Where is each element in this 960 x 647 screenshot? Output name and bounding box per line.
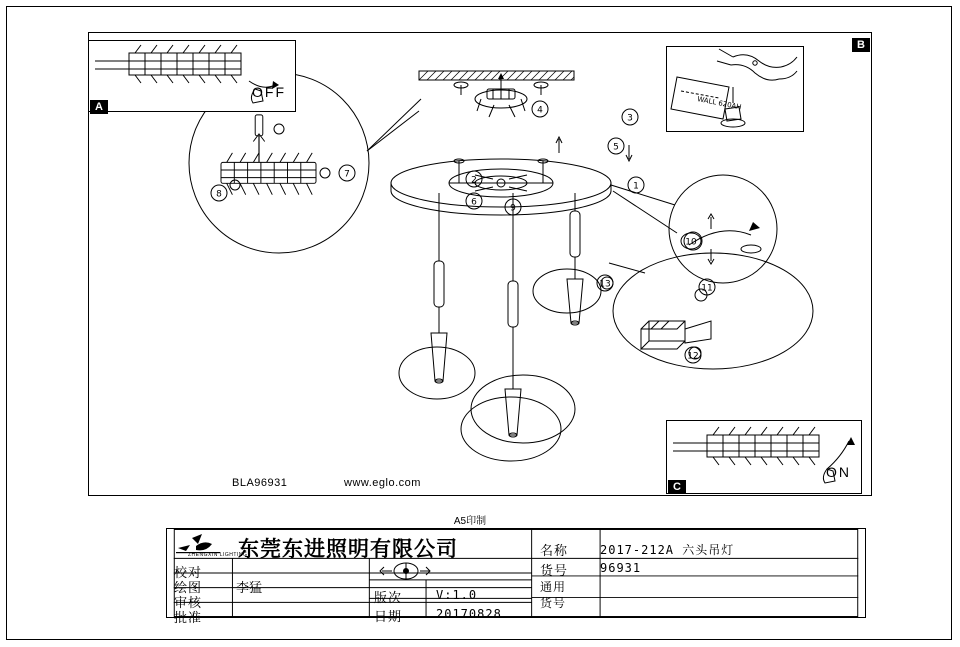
field-label-common-1: 通用 (540, 580, 567, 594)
row-label-approved: 批准 (174, 611, 203, 626)
svg-text:11: 11 (701, 283, 713, 294)
svg-text:4: 4 (537, 105, 543, 116)
row-label-checked: 审核 (174, 596, 203, 611)
svg-text:2: 2 (471, 175, 477, 186)
svg-text:1: 1 (633, 181, 639, 192)
switch-on-diagram (667, 421, 861, 493)
svg-text:8: 8 (216, 189, 222, 200)
product-code: BLA96931 (232, 477, 288, 489)
row-value-version: V:1.0 (436, 588, 478, 602)
company-name: 东莞东进照明有限公司 (238, 537, 458, 561)
panel-b-tools (666, 46, 804, 132)
row-label-date: 日期 (374, 610, 403, 625)
switch-off-label: OFF (252, 84, 286, 100)
logo-subtext: ZHENGXIN LIGHTING (188, 552, 248, 558)
field-label-name: 名称 (540, 544, 569, 559)
svg-text:9: 9 (510, 203, 516, 214)
panel-b-tag: B (852, 38, 870, 52)
svg-text:10: 10 (685, 237, 697, 248)
field-value-name: 2017-212A 六头吊灯 (600, 543, 735, 557)
wall-anchor-text: WALL 620AH (696, 95, 743, 112)
row-label-version: 版次 (374, 591, 403, 606)
svg-text:5: 5 (613, 142, 619, 153)
row-value-drawn: 李猛 (236, 581, 263, 596)
switch-off-diagram (89, 41, 295, 111)
panel-c-switch-on (666, 420, 862, 494)
svg-text:3: 3 (627, 113, 633, 124)
row-label-proofread: 校对 (174, 566, 203, 581)
panel-a-switch-off (88, 40, 296, 112)
tools-diagram (667, 47, 803, 131)
panel-a-tag: A (90, 100, 108, 114)
website-url: www.eglo.com (344, 477, 421, 489)
row-value-date: 20170828 (436, 607, 502, 621)
svg-text:12: 12 (687, 351, 699, 362)
svg-text:13: 13 (599, 279, 611, 290)
approval-stamp (378, 560, 432, 582)
switch-on-label: ON (826, 464, 851, 480)
svg-text:7: 7 (344, 169, 350, 180)
field-label-item-no: 货号 (540, 564, 569, 579)
field-label-common-2: 货号 (540, 596, 567, 610)
svg-text:6: 6 (471, 197, 477, 208)
field-value-item-no: 96931 (600, 561, 642, 575)
print-note: A5印制 (453, 516, 487, 527)
row-label-drawn: 绘图 (174, 581, 203, 596)
panel-c-tag: C (668, 480, 686, 494)
